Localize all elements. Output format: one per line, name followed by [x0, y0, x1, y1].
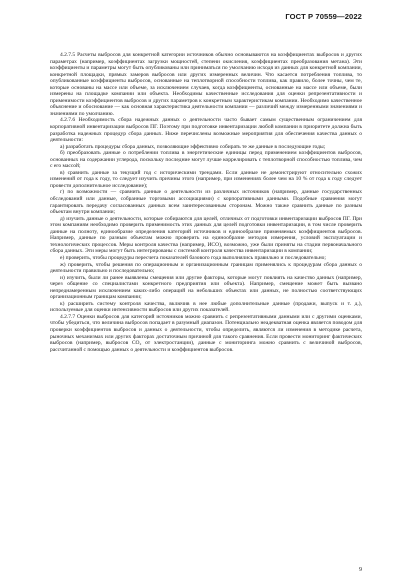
paragraph-4-2-7-7: 4.2.7.7 Оценки выбросов для категорий источников можно сравнить с репрезентативными данными или с другими оценками, чтобы убедиться, что величина выбросов попадает в разумный диапазон. Потенциально неадекватная оценка является поводом для проверки коэффициентов выбросов и данных о деятельности, чтобы определить, являются ли изменения в методике расчета, рыночных механизмах или других факторах достаточным причиной для такого сравнения. Если провести мониторинг фактических выбросов (например, выбросов CO₂ от электростанции), данные с мониторинга можно сравнить с величиной выбросов, рассчитанной с помощью данных о деятельности и коэффициентов выбросов.: [50, 313, 362, 353]
standard-code-header: ГОСТ Р 70559—2022: [285, 12, 362, 21]
list-item-g: г) по возможности — сравнить данные о деятельности из различных источников (например, данные государственных обследований или данные, собранные торговыми ассоциациями) с корпоративными данными. Подобные сравнения могут гарантировать передачу согласованных данных всем заинтересованным сторонам. Можно также сравнить данные по разным объектам внутри компании;: [50, 189, 362, 216]
list-item-e: е) проверить, чтобы процедуры пересчета показателей базового года выполнялись правильно и последовательно;: [60, 254, 326, 261]
paragraph-4-2-7-5: 4.2.7.5 Расчеты выбросов для конкретной категории источников обычно основываются на коэффициентах выбросов и других параметрах (например, коэффициентах загрузки мощностей, степени окисления, коэффициентах преобразования метана). Эти коэффициенты и параметры могут быть опубликованы или приниматься по умолчанию исходя из данных для конкретной компании, конкретной площадки, прямых замеров выбросов или других измеренных величин. Что касается потребления топлива, то опубликованные коэффициенты выбросов, основанные на теплотворной способности топлива, как правило, более точны, чем те, которые основаны на массе или объеме, за исключением случаев, когда коэффициенты, основанные на массе или объеме, были измерены на площадке компании или объекта. Необходимы качественные исследования для оценки репрезентативности и применимости коэффициентов выбросов и других параметров к конкретным характеристикам компании. Необходимо качественное объяснение и обоснование — как основная характеристика деятельности компании — различий между измеренными значениями и значениями по умолчанию.: [50, 52, 362, 117]
list-item-v: в) сравнить данные за текущий год с историческими трендами. Если данные не демонстрируют относительно схожих изменений от года к году, то следует изучить причины этого (например, при изменениях более чем на 10 % от года к году следует провести дополнительное исследование);: [50, 169, 362, 189]
page-number: 9: [359, 567, 362, 573]
document-body: [50, 52, 362, 353]
list-item-i: и) изучить, были ли ранее выявлены смещения или другие факторы, которые могут повлиять на качество данных (например, через общение со специалистами конкретного предприятия или объекта). Например, смещение может быть вызвано непреднамеренным исключением каких-либо операций на небольших объектах или данных, не полностью соответствующих организационным границам компании;: [50, 274, 362, 301]
list-item-b: б) преобразовать данные о потреблении топлива в энергетические единицы перед применением коэффициентов выбросов, основанных на содержании углерода, поскольку последние могут лучше коррелировать с теплотворной способностью топлива, чем с его массой;: [50, 150, 362, 170]
list-item-k: к) расширить систему контроля качества, включив в нее любые дополнительные данные (продажи, выпуск и т. д.), используемые для оценки интенсивности выбросов или других показателей.: [50, 300, 362, 314]
list-item-zh: ж) проверить, чтобы решения по операционным и организационным границам применялись к процедурам сбора данных о деятельности правильно и последовательно;: [50, 261, 362, 275]
paragraph-4-2-7-6: 4.2.7.6 Необходимость сбора надежных данных о деятельности часто бывает самым существенным ограничением для корпоративной инвентаризации выбросов ПГ. Поэтому при подготовке инвентаризации любой компании в приоритете должна быть разработка надежных процедур сбора данных. Ниже перечислены возможные мероприятия для обеспечения качества данных о деятельности:: [50, 117, 362, 144]
list-item-a: а) разработать процедуры сбора данных, позволяющие эффективно собирать те же данные в последующие годы;: [60, 143, 326, 150]
list-item-d: д) изучить данные о деятельности, которые собираются для целей, отличных от подготовки инвентаризации выбросов ПГ. При этом компаниям необходимо проверить применимость этих данных для целей подготовки инвентаризации, в том числе проверить данные на полноту, единообразие определения категорий источников и единообразие применяемых коэффициентов выбросов. Например, данные по разным объектам можно проверить на единообразие методов измерения, условий эксплуатации и технологических процессов. Меры контроля качества (например, ИСО), возможно, уже были приняты на стадии первоначального сбора данных. Эти меры могут быть интегрированы с системой контроля качества инвентаризации в компании;: [50, 215, 362, 255]
